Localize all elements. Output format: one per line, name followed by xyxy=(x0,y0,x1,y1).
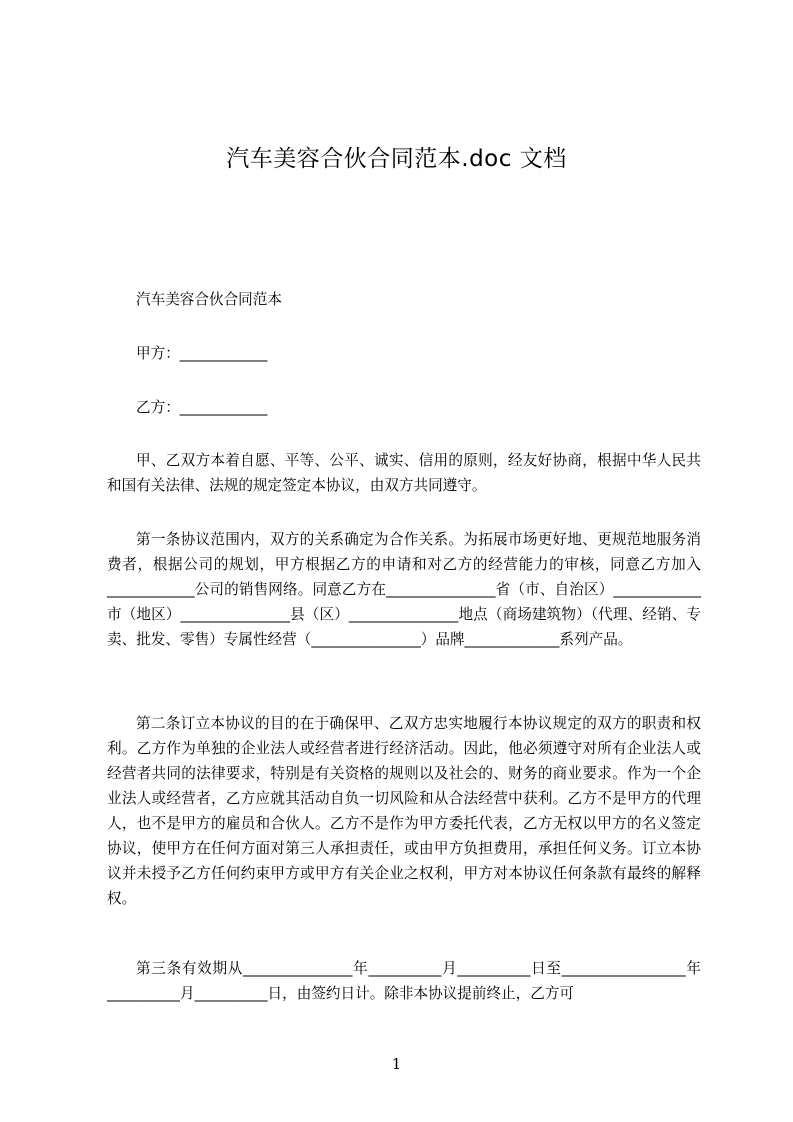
article-3-block xyxy=(107,956,701,1006)
article-1-block xyxy=(107,527,701,652)
page-number: 1 xyxy=(391,1055,402,1073)
article-2-block xyxy=(107,711,701,911)
preamble-block xyxy=(107,448,701,498)
contract-subtitle: 汽车美容合伙合同范本 xyxy=(136,291,282,308)
article-1-paragraph: 第一条协议范围内，双方的关系确定为合作关系。为拓展市场更好地、更规范地服务消费者，根据公司的规划，甲方根据乙方的申请和对乙方的经营能力的审核，同意乙方加入____________公司的销售网络。同意乙方在_______________省（市、自治区）____________市（地区）_______________县（区）_______________地点（商场建筑物）（代理、经销、专卖、批发、零售）专属性经营（_______________）品牌_____________系列产品。 xyxy=(107,531,701,648)
preamble-paragraph: 甲、乙双方本着自愿、平等、公平、诚实、信用的原则，经友好协商，根据中华人民共和国有关法律、法规的规定签定本协议，由双方共同遵守。 xyxy=(107,452,701,494)
party-b-line: 乙方：____________ xyxy=(136,399,268,416)
party-a-line: 甲方：____________ xyxy=(136,345,268,362)
document-title: 汽车美容合伙合同范本.doc 文档 xyxy=(226,146,567,172)
article-3-paragraph: 第三条有效期从_______________年__________月__________日至_________________年__________月__________日，由签约日计。除非本协议提前终止，乙方可 xyxy=(107,960,701,1002)
article-2-paragraph: 第二条订立本协议的目的在于确保甲、乙双方忠实地履行本协议规定的双方的职责和权利。乙方作为单独的企业法人或经营者进行经济活动。因此，他必须遵守对所有企业法人或经营者共同的法律要求，特别是有关资格的规则以及社会的、财务的商业要求。作为一个企业法人或经营者，乙方应就其活动自负一切风险和从合法经营中获利。乙方不是甲方的代理人，也不是甲方的雇员和合伙人。乙方不是作为甲方委托代表，乙方无权以甲方的名义签定协议，使甲方在任何方面对第三人承担责任，或由甲方负担费用，承担任何义务。订立本协议并未授予乙方任何约束甲方或甲方有关企业之权利，甲方对本协议任何条款有最终的解释权。 xyxy=(107,715,701,907)
